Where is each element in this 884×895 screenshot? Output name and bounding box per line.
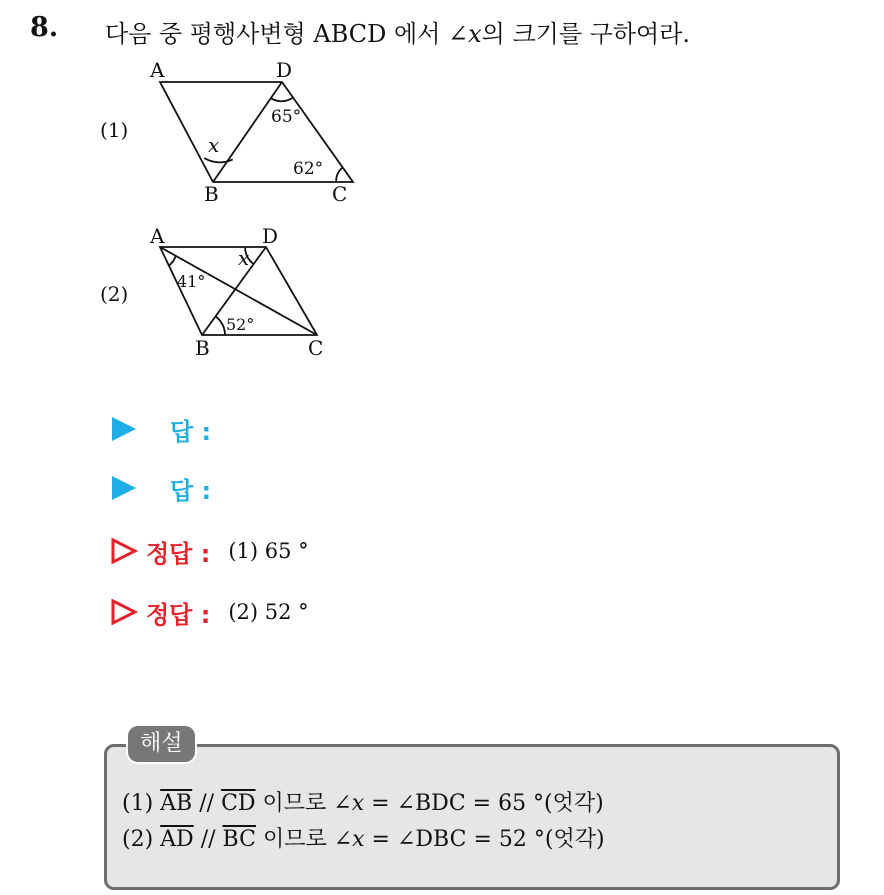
parallelogram-figure-1 [140, 55, 370, 205]
angle-arc-65 [271, 98, 293, 101]
diagonal-bd [213, 82, 282, 182]
explanation-num: (1) [122, 791, 154, 816]
explanation-text: = ∠DBC = 52 °(엇각) [364, 827, 605, 852]
question-text [105, 14, 690, 49]
correct-answer-label: 정답 : [146, 600, 211, 629]
correct-answer-value: (1) 65 ° [228, 539, 309, 563]
vertex-b: B [204, 182, 219, 206]
parallelogram-figure-2 [140, 220, 340, 365]
correct-answer-value: (2) 52 ° [228, 600, 309, 624]
angle-label-62: 62° [293, 159, 324, 179]
figure-1-label: (1) [100, 118, 129, 142]
explanation-line-1 [122, 786, 604, 817]
vertex-d: D [262, 224, 279, 248]
question-variable: x [468, 20, 482, 48]
parallel-symbol: // [199, 791, 215, 816]
explanation-num: (2) [122, 827, 154, 852]
answer-row-1 [110, 413, 211, 445]
explanation-variable: x [352, 827, 365, 852]
answer-label: 답 : [170, 476, 212, 505]
question-text-before: 다음 중 평행사변형 ABCD 에서 ∠ [105, 20, 469, 48]
vertex-a: A [150, 58, 165, 82]
correct-answer-triangle-icon [110, 598, 138, 626]
angle-arc-52 [216, 316, 226, 335]
angle-label-41: 41° [177, 272, 206, 291]
correct-answer-row-2 [110, 596, 309, 628]
angle-arc-62 [336, 167, 343, 182]
answer-triangle-icon [110, 474, 138, 502]
angle-label-52: 52° [226, 315, 255, 334]
question-number: 8. [30, 12, 59, 43]
vertex-d: D [276, 58, 293, 82]
angle-label-x: x [208, 133, 220, 157]
explanation-box [104, 744, 840, 890]
vertex-a: A [150, 224, 165, 248]
segment-cd: $\overline{CD}$ [221, 791, 256, 816]
answer-row-2 [110, 472, 211, 504]
explanation-text: = ∠BDC = 65 °(엇각) [364, 791, 604, 816]
figure-2-label: (2) [100, 282, 129, 306]
segment-ad: $\overline{AD}$ [160, 827, 194, 852]
explanation-variable: x [351, 791, 365, 816]
parallel-symbol: // [200, 827, 216, 852]
segment-bc: $\overline{BC}$ [222, 827, 256, 852]
vertex-c: C [308, 336, 324, 360]
segment-ab: $\overline{AB}$ [160, 791, 193, 816]
question-text-after: 의 크기를 구하여라. [481, 20, 691, 48]
vertex-c: C [332, 182, 348, 206]
angle-arc-41 [169, 256, 176, 266]
correct-answer-label: 정답 : [146, 539, 211, 568]
correct-answer-row-1 [110, 535, 309, 567]
parallelogram-outline [160, 82, 353, 182]
vertex-b: B [195, 336, 210, 360]
angle-label-x: x [238, 246, 250, 270]
explanation-line-2 [122, 822, 605, 853]
explanation-tag: 해설 [128, 726, 195, 762]
angle-label-65: 65° [271, 107, 302, 127]
explanation-text: 이므로 ∠ [262, 827, 353, 852]
correct-answer-triangle-icon [110, 537, 138, 565]
answer-label: 답 : [170, 417, 212, 446]
explanation-text: 이므로 ∠ [262, 791, 352, 816]
answer-triangle-icon [110, 415, 138, 443]
